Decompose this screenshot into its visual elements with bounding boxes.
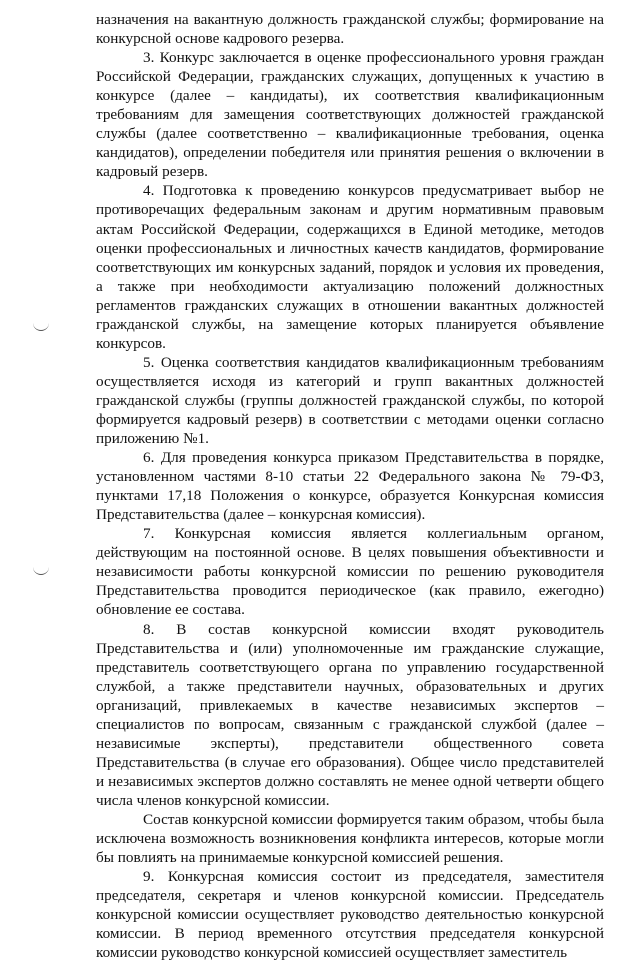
paragraph-8: 8. В состав конкурсной комиссии входят руководитель Представительства и (или) уполномоченные им гражданские служащие, представитель соответствующего органа по управлению государственной службой, а также представители научных, образовательных и других организаций, привлекаемых в качестве независимых экспертов – специалистов по вопросам, связанным с гражданской службой (далее – независимые эксперты), представители общественного совета Представительства (в случае его образования). Общее число представителей и независимых экспертов должно составлять не менее одной четверти общего числа членов конкурсной комиссии. bbox=[96, 620, 604, 809]
paragraph-7: 7. Конкурсная комиссия является коллегиальным органом, действующим на постоянной основе. В целях повышения объективности и независимости работы конкурсной комиссии по решению руководителя Представительства проводится периодическое (как правило, ежегодно) обновление ее состава. bbox=[96, 525, 604, 619]
margin-mark bbox=[33, 322, 49, 331]
paragraph-9: 9. Конкурсная комиссия состоит из председателя, заместителя председателя, секретаря и членов конкурсной комиссии. Председатель конкурсной комиссии осуществляет руководство деятельностью конкурсной комиссии. В период временного отсутствия председателя конкурсной комиссии руководство конкурсной комиссией осуществляет заместитель bbox=[96, 868, 604, 962]
paragraph-3: 3. Конкурс заключается в оценке профессионального уровня граждан Российской Федерации, гражданских служащих, допущенных к участию в конкурсе (далее – кандидаты), их соответствия квалификационным требованиям для замещения соответствующих должностей гражданской службы (далее соответственно – квалификационные требования, оценка кандидатов), определении победителя или принятия решения о включении в кадровый резерв. bbox=[96, 49, 604, 181]
paragraph-8-commission-composition: Состав конкурсной комиссии формируется таким образом, чтобы была исключена возможность возникновения конфликта интересов, которые могли бы повлиять на принимаемые конкурсной комиссией решения. bbox=[96, 810, 604, 867]
document-body bbox=[96, 10, 604, 962]
paragraph-4: 4. Подготовка к проведению конкурсов предусматривает выбор не противоречащих федеральным законам и другим нормативным правовым актам Российской Федерации, содержащихся в Единой методике, методов оценки профессиональных и личностных качеств кандидатов, формирование соответствующих им конкурсных заданий, порядок и условия их проведения, а также при необходимости актуализацию положений должностных регламентов гражданских служащих в отношении вакантных должностей гражданской службы, на замещение которых планируется объявление конкурсов. bbox=[96, 182, 604, 352]
paragraph-6: 6. Для проведения конкурса приказом Представительства в порядке, установленном частями 8-10 статьи 22 Федерального закона № 79-ФЗ, пунктами 17,18 Положения о конкурсе, образуется Конкурсная комиссия Представительства (далее – конкурсная комиссия). bbox=[96, 449, 604, 524]
paragraph-5: 5. Оценка соответствия кандидатов квалификационным требованиям осуществляется исходя из категорий и групп вакантных должностей гражданской службы (группы должностей гражданской службы, по которой формируется кадровый резерв) в соответствии с методами оценки согласно приложению №1. bbox=[96, 353, 604, 448]
margin-mark bbox=[33, 566, 49, 575]
paragraph-continuation: назначения на вакантную должность гражданской службы; формирование на конкурсной основе кадрового резерва. bbox=[96, 11, 604, 48]
